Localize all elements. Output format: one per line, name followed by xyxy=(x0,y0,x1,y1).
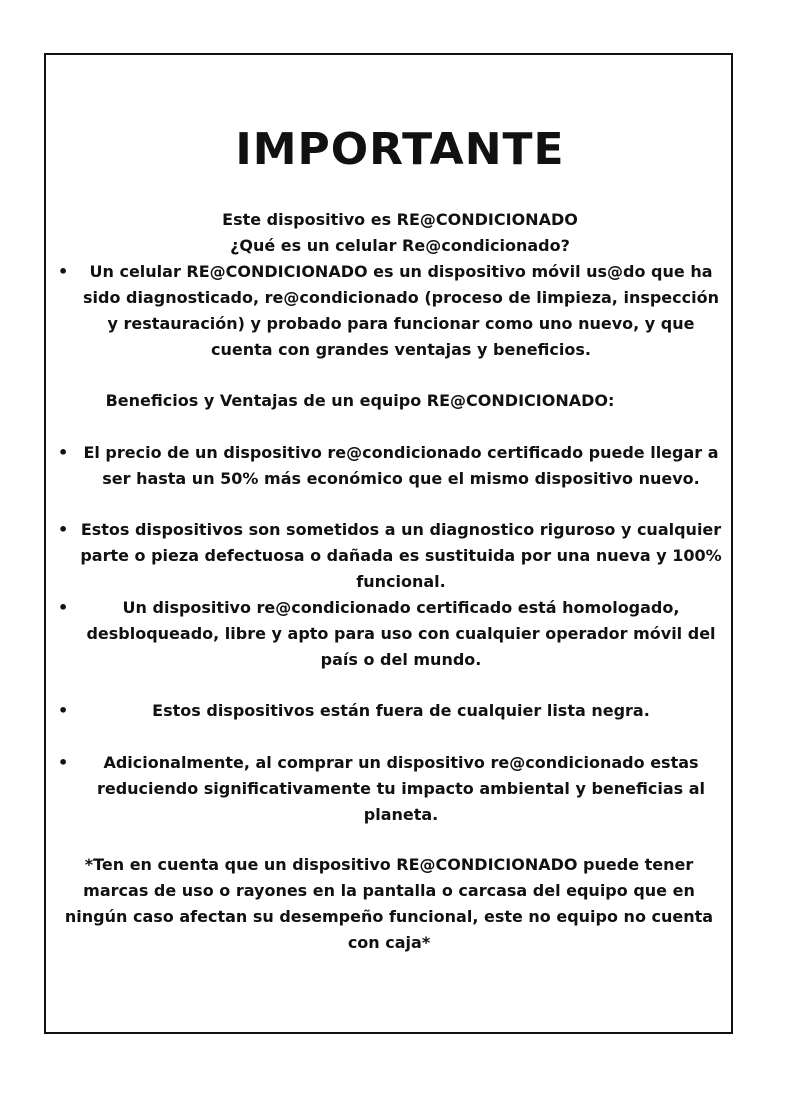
benefit-text-environment: Adicionalmente, al comprar un dispositivo re@condicionado estas reduciendo significativamente tu impacto ambiental y beneficias al planeta. xyxy=(96,753,706,824)
benefit-text-price: El precio de un dispositivo re@condicionado certificado puede llegar a ser hasta un 50% más económico que el mismo dispositivo nuevo. xyxy=(83,443,719,488)
page-title: IMPORTANTE xyxy=(235,124,565,175)
intro-line-question: ¿Qué es un celular Re@condicionado? xyxy=(230,236,570,255)
intro-line-device: Este dispositivo es RE@CONDICIONADO xyxy=(222,210,578,229)
benefit-text-blacklist: Estos dispositivos están fuera de cualquier lista negra. xyxy=(152,701,650,720)
benefit-bullet-1: • xyxy=(58,443,69,462)
definition-bullet: • xyxy=(58,262,69,281)
benefit-text-diagnostic: Estos dispositivos son sometidos a un diagnostico riguroso y cualquier parte o pieza defectuosa o dañada es sustituida por una nueva y 100% funcional. xyxy=(80,520,722,591)
benefit-bullet-3: • xyxy=(58,598,69,617)
benefit-bullet-5: • xyxy=(58,753,69,772)
benefit-bullet-4: • xyxy=(58,701,69,720)
benefit-bullet-2: • xyxy=(58,520,69,539)
benefit-text-unlocked: Un dispositivo re@condicionado certificado está homologado, desbloqueado, libre y apto para uso con cualquier operador móvil del país o del mundo. xyxy=(86,598,716,669)
definition-text: Un celular RE@CONDICIONADO es un dispositivo móvil us@do que ha sido diagnosticado, re@condicionado (proceso de limpieza, inspección y restauración) y probado para funcionar como uno nuevo, y que cuenta con grandes ventajas y beneficios. xyxy=(82,262,719,359)
disclaimer-note: *Ten en cuenta que un dispositivo RE@CONDICIONADO puede tener marcas de uso o rayones en la pantalla o carcasa del equipo que en ningún caso afectan su desempeño funcional, este no equipo no cuenta con caja* xyxy=(64,855,714,952)
benefits-heading: Beneficios y Ventajas de un equipo RE@CONDICIONADO: xyxy=(105,391,615,410)
